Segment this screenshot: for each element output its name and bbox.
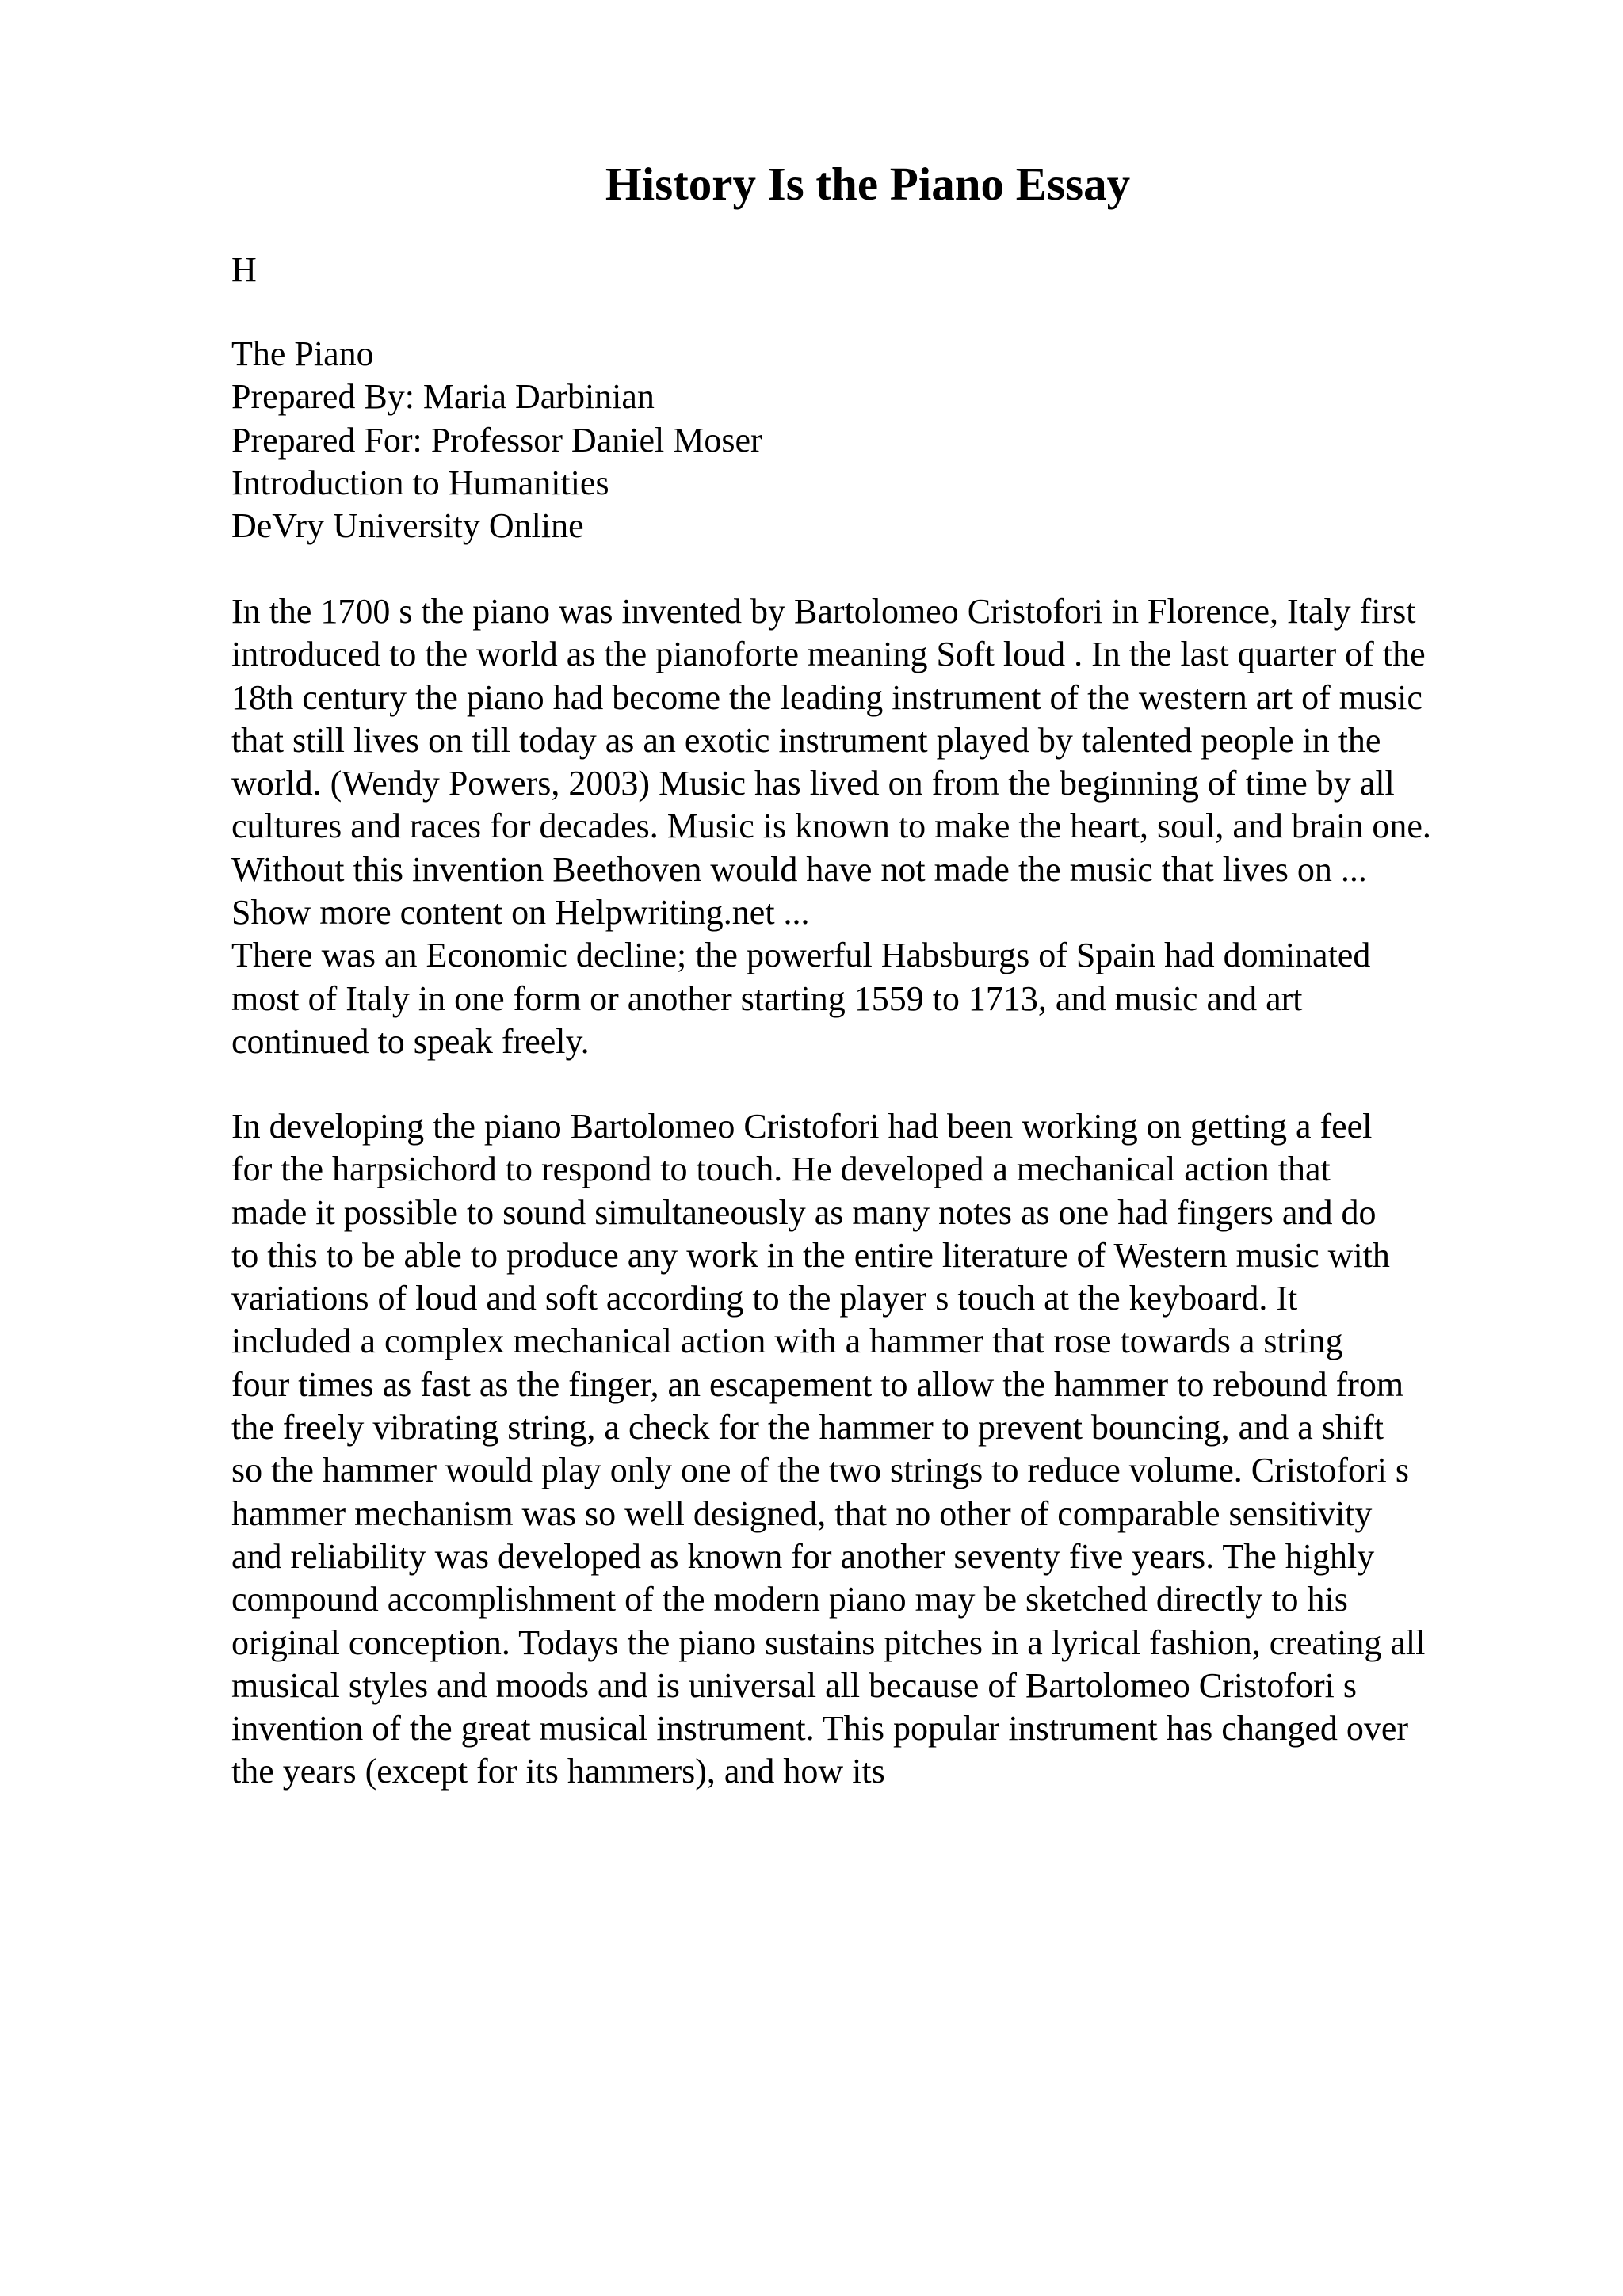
paragraph-line: compound accomplishment of the modern piano may be sketched directly to his [231,1580,1348,1619]
initial-letter: H [231,250,257,289]
paragraph-line: for the harpsichord to respond to touch. He developed a mechanical action that [231,1150,1331,1189]
paragraph-line: variations of loud and soft according to the player s touch at the keyboard. It [231,1279,1298,1318]
paragraph-line: There was an Economic decline; the powerful Habsburgs of Spain had dominated [231,936,1371,975]
essay-header [231,333,762,547]
paragraph-line: In developing the piano Bartolomeo Cristofori had been working on getting a feel [231,1107,1373,1146]
paragraph-line: most of Italy in one form or another starting 1559 to 1713, and music and art [231,978,1303,1018]
header-line: Prepared By: Maria Darbinian [231,377,655,417]
header-line: The Piano [231,334,374,373]
paragraph-line: so the hammer would play only one of the two strings to reduce volume. Cristofori s [231,1451,1409,1490]
paragraph-line: the years (except for its hammers), and how its [231,1752,885,1791]
paragraph-line: In the 1700 s the piano was invented by Bartolomeo Cristofori in Florence, Italy first [231,592,1416,631]
paragraph-line: that still lives on till today as an exotic instrument played by talented people in the [231,720,1381,760]
paragraph-line: to this to be able to produce any work in the entire literature of Western music with [231,1235,1390,1275]
paragraph-2 [231,1105,1425,1794]
paragraph-line: invention of the great musical instrument. This popular instrument has changed over [231,1709,1409,1749]
paragraph-line: included a complex mechanical action with a hammer that rose towards a string [231,1322,1343,1361]
header-line: Introduction to Humanities [231,463,609,502]
paragraph-line: original conception. Todays the piano sustains pitches in a lyrical fashion, creating all [231,1623,1426,1662]
paragraph-line: the freely vibrating string, a check for the hammer to prevent bouncing, and a shift [231,1408,1384,1447]
header-line: DeVry University Online [231,506,584,546]
paragraph-line: introduced to the world as the pianoforte meaning Soft loud . In the last quarter of the [231,635,1426,674]
document-title: History Is the Piano Essay [605,158,1131,210]
paragraph-line: made it possible to sound simultaneously as many notes as one had fingers and do [231,1192,1377,1232]
header-line: Prepared For: Professor Daniel Moser [231,420,762,460]
paragraph-line: and reliability was developed as known for another seventy five years. The highly [231,1536,1375,1576]
paragraph-line: Without this invention Beethoven would have not made the music that lives on ... [231,849,1367,889]
paragraph-line: hammer mechanism was so well designed, that no other of comparable sensitivity [231,1493,1373,1533]
drop-initial [231,249,257,292]
paragraph-line: four times as fast as the finger, an escapement to allow the hammer to rebound from [231,1364,1404,1404]
paragraph-line: musical styles and moods and is universal all because of Bartolomeo Cristofori s [231,1665,1357,1705]
paragraph-line: world. (Wendy Powers, 2003) Music has lived on from the beginning of time by all [231,764,1395,803]
paragraph-line: 18th century the piano had become the leading instrument of the western art of music [231,677,1423,717]
paragraph-1 [231,590,1431,1063]
show-more-line: Show more content on Helpwriting.net ... [231,893,810,933]
paragraph-line: continued to speak freely. [231,1021,590,1061]
paragraph-line: cultures and races for decades. Music is known to make the heart, soul, and brain one. [231,807,1431,846]
